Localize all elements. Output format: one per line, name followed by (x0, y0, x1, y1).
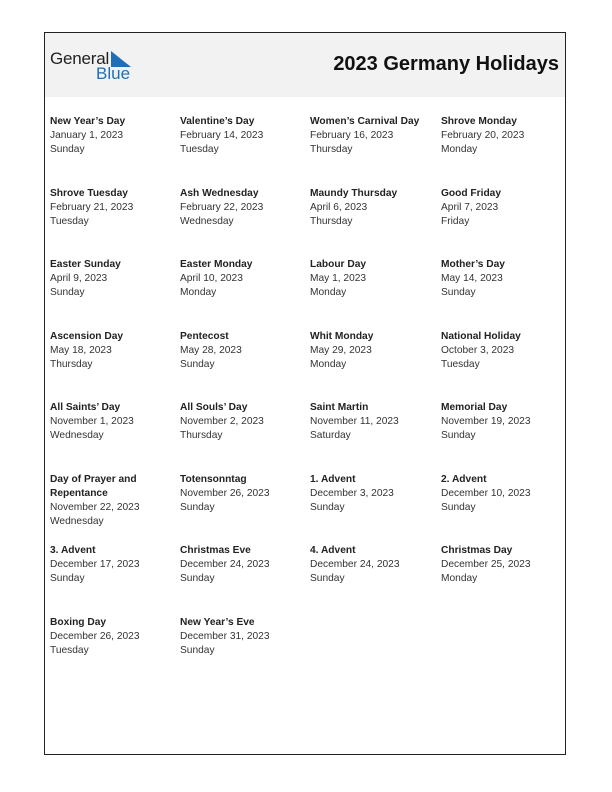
holiday-weekday: Monday (180, 287, 217, 298)
holiday-name: Christmas Eve (180, 545, 251, 556)
holiday-weekday: Sunday (180, 573, 215, 584)
holiday-item (50, 187, 180, 259)
holiday-date: April 9, 2023 (50, 273, 108, 284)
holiday-item (441, 544, 565, 616)
holiday-item (441, 473, 565, 545)
holiday-name: Totensonntag (180, 473, 247, 485)
holiday-date: December 24, 2023 (310, 559, 400, 570)
holiday-name: Saint Martin (310, 402, 369, 413)
holiday-item (310, 330, 441, 402)
holiday-date: December 17, 2023 (50, 559, 140, 570)
holiday-weekday: Sunday (50, 144, 85, 155)
holiday-date: November 26, 2023 (180, 487, 270, 499)
page-header (45, 33, 565, 97)
holiday-date: February 21, 2023 (50, 201, 134, 213)
holiday-item (441, 187, 565, 259)
holiday-weekday: Sunday (441, 430, 476, 441)
holiday-item (310, 187, 441, 259)
holiday-date: December 31, 2023 (180, 630, 270, 642)
holiday-weekday: Sunday (441, 287, 476, 298)
holiday-date: April 6, 2023 (310, 201, 368, 213)
holiday-name: All Saints’ Day (50, 402, 121, 413)
holiday-item (180, 544, 310, 616)
page-title: 2023 Germany Holidays (333, 53, 559, 75)
holiday-name: Valentine’s Day (180, 116, 255, 127)
holiday-weekday: Monday (441, 573, 478, 584)
holiday-item (180, 473, 310, 545)
logo-text-general: General (50, 49, 110, 68)
holiday-name: Maundy Thursday (310, 187, 398, 199)
holiday-date: December 3, 2023 (310, 487, 394, 499)
holiday-weekday: Sunday (310, 501, 345, 513)
holiday-weekday: Wednesday (180, 215, 234, 227)
holiday-weekday: Thursday (310, 144, 353, 155)
holiday-name: Whit Monday (310, 330, 374, 342)
logo-text-blue: Blue (96, 64, 131, 83)
holiday-item (50, 258, 180, 330)
holiday-weekday: Thursday (310, 215, 353, 227)
holiday-item (310, 401, 441, 473)
holiday-name: 2. Advent (441, 473, 487, 485)
holiday-name: Day of Prayer and Repentance (50, 473, 137, 499)
holiday-item (180, 330, 310, 402)
holiday-item (441, 401, 565, 473)
holiday-item (180, 187, 310, 259)
holiday-name: Easter Monday (180, 259, 253, 270)
holiday-date: November 19, 2023 (441, 416, 531, 427)
holiday-item (50, 616, 180, 688)
holiday-weekday: Sunday (441, 501, 476, 513)
holiday-name: National Holiday (441, 330, 521, 342)
holiday-date: February 16, 2023 (310, 130, 394, 141)
holiday-weekday: Tuesday (180, 144, 219, 155)
holiday-date: February 14, 2023 (180, 130, 264, 141)
holiday-name: Shrove Monday (441, 116, 517, 127)
holiday-name: Mother’s Day (441, 259, 505, 270)
holiday-name: 1. Advent (310, 473, 356, 485)
holiday-name: Shrove Tuesday (50, 187, 128, 199)
holiday-item (180, 616, 310, 688)
holiday-date: January 1, 2023 (50, 130, 124, 141)
holiday-date: April 10, 2023 (180, 273, 243, 284)
holiday-weekday: Thursday (50, 358, 93, 370)
holiday-item (180, 401, 310, 473)
holiday-name: Christmas Day (441, 545, 513, 556)
holiday-item (180, 258, 310, 330)
holiday-name: All Souls’ Day (180, 402, 248, 413)
holiday-name: Memorial Day (441, 402, 508, 413)
holiday-date: December 24, 2023 (180, 559, 270, 570)
holiday-weekday: Tuesday (50, 644, 89, 656)
holiday-name: Good Friday (441, 187, 501, 199)
holiday-name: New Year’s Eve (180, 616, 255, 628)
holiday-weekday: Sunday (180, 644, 215, 656)
holiday-name: Labour Day (310, 259, 367, 270)
holiday-date: November 22, 2023 (50, 501, 140, 513)
holiday-name: Easter Sunday (50, 259, 121, 270)
holiday-item (50, 473, 180, 545)
holiday-date: November 1, 2023 (50, 416, 134, 427)
holiday-date: May 29, 2023 (310, 344, 372, 356)
holiday-name: New Year’s Day (50, 116, 126, 127)
holiday-item (180, 115, 310, 187)
holiday-item (310, 258, 441, 330)
holiday-weekday: Tuesday (441, 358, 480, 370)
holiday-weekday: Sunday (50, 287, 85, 298)
holiday-weekday: Sunday (310, 573, 345, 584)
holiday-name: 3. Advent (50, 545, 96, 556)
holiday-date: May 14, 2023 (441, 273, 503, 284)
holiday-weekday: Wednesday (50, 515, 104, 527)
holiday-date: April 7, 2023 (441, 201, 499, 213)
holiday-weekday: Monday (310, 358, 347, 370)
holiday-item (441, 258, 565, 330)
holiday-item (441, 330, 565, 402)
holiday-weekday: Sunday (180, 358, 215, 370)
holiday-item (50, 330, 180, 402)
holiday-name: Ascension Day (50, 330, 124, 342)
holiday-name: 4. Advent (310, 545, 356, 556)
holiday-item (50, 115, 180, 187)
holiday-name: Ash Wednesday (180, 187, 259, 199)
holiday-item (310, 115, 441, 187)
holiday-weekday: Friday (441, 215, 470, 227)
holiday-item (50, 544, 180, 616)
holiday-date: May 18, 2023 (50, 344, 112, 356)
holiday-item (50, 401, 180, 473)
holiday-weekday: Sunday (180, 501, 215, 513)
holiday-name: Women’s Carnival Day (310, 116, 420, 127)
holiday-date: May 28, 2023 (180, 344, 242, 356)
holiday-date: November 2, 2023 (180, 416, 264, 427)
holiday-item (310, 473, 441, 545)
holiday-date: December 26, 2023 (50, 630, 140, 642)
holiday-weekday: Monday (310, 287, 347, 298)
holiday-weekday: Sunday (50, 573, 85, 584)
generalblue-logo (50, 49, 150, 85)
holiday-name: Pentecost (180, 330, 229, 342)
holiday-date: February 22, 2023 (180, 201, 264, 213)
holiday-weekday: Saturday (310, 430, 351, 441)
holiday-date: February 20, 2023 (441, 130, 525, 141)
holiday-weekday: Tuesday (50, 215, 89, 227)
holiday-weekday: Wednesday (50, 430, 104, 441)
holiday-weekday: Monday (441, 144, 478, 155)
holiday-item (310, 544, 441, 616)
holiday-item (441, 115, 565, 187)
holiday-name: Boxing Day (50, 616, 107, 628)
calendar-page (44, 32, 566, 755)
holiday-date: May 1, 2023 (310, 273, 367, 284)
holiday-date: November 11, 2023 (310, 416, 399, 427)
holiday-date: October 3, 2023 (441, 344, 515, 356)
holiday-date: December 25, 2023 (441, 559, 531, 570)
holiday-date: December 10, 2023 (441, 487, 531, 499)
holiday-grid (50, 115, 565, 687)
holiday-weekday: Thursday (180, 430, 223, 441)
